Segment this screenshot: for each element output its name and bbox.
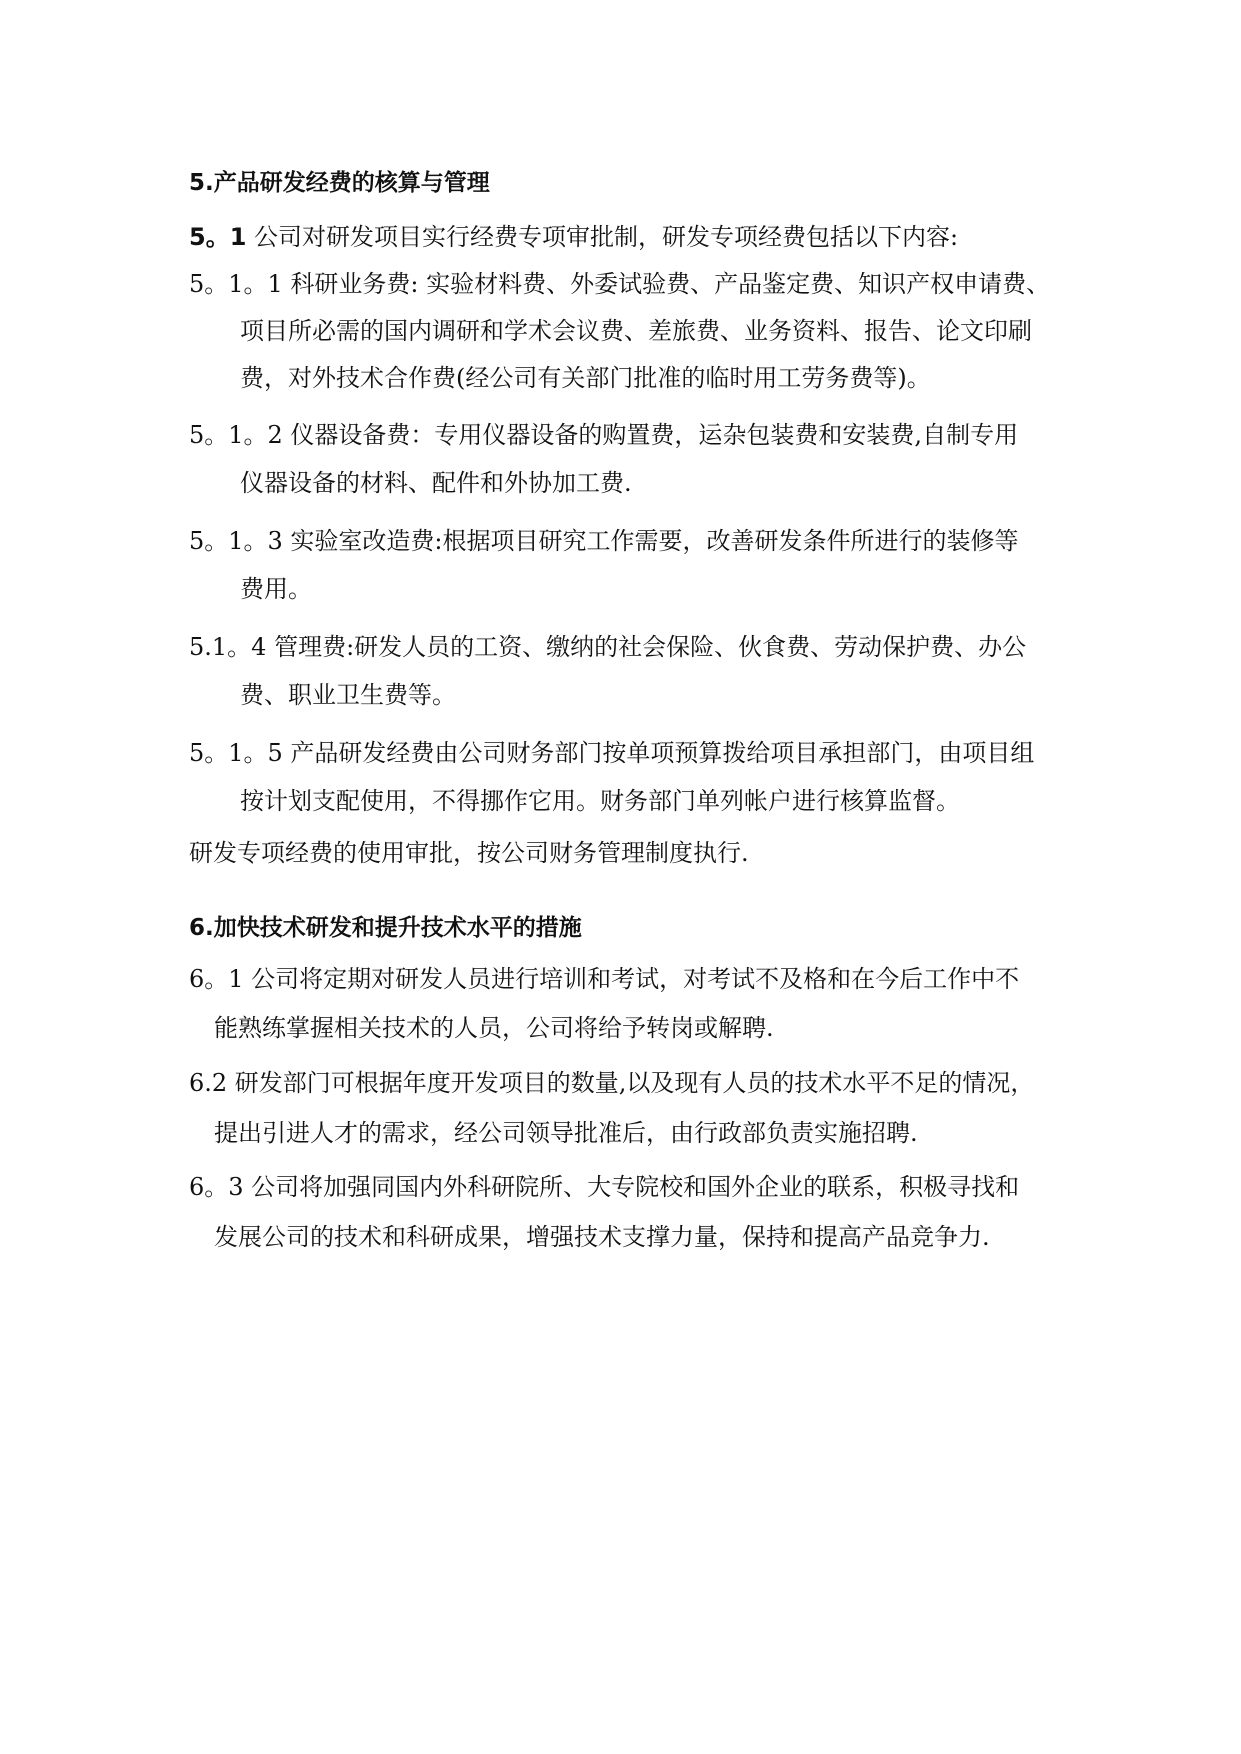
paragraph-5-1 [189, 222, 1069, 252]
paragraph-5-1-3-line-2: 费用。 [240, 575, 312, 603]
closing-paragraph: 研发专项经费的使用审批，按公司财务管理制度执行. [189, 839, 749, 867]
paragraph-6-3-line-1: 6。3 公司将加强同国内外科研院所、大专院校和国外企业的联系，积极寻找和 [189, 1173, 1020, 1201]
paragraph-5-1-1-line-2: 项目所必需的国内调研和学术会议费、差旅费、业务资料、报告、论文印刷 [240, 317, 1032, 345]
section-5-heading: 5.产品研发经费的核算与管理 [189, 170, 490, 196]
paragraph-5-1-2-line-1: 5。1。2 仪器设备费：专用仪器设备的购置费，运杂包装费和安装费,自制专用 [189, 421, 1019, 449]
paragraph-6-2-line-2: 提出引进人才的需求，经公司领导批准后，由行政部负责实施招聘. [214, 1119, 918, 1147]
section-6-heading: 6.加快技术研发和提升技术水平的措施 [189, 915, 582, 941]
paragraph-5-1-text: 公司对研发项目实行经费专项审批制，研发专项经费包括以下内容: [246, 223, 959, 251]
paragraph-5-1-4-line-2: 费、职业卫生费等。 [240, 681, 456, 709]
paragraph-5-1-5-line-2: 按计划支配使用，不得挪作它用。财务部门单列帐户进行核算监督。 [240, 787, 960, 815]
paragraph-5-1-1-line-3: 费，对外技术合作费(经公司有关部门批准的临时用工劳务费等)。 [240, 364, 931, 392]
paragraph-6-1-line-1: 6。1 公司将定期对研发人员进行培训和考试，对考试不及格和在今后工作中不 [189, 965, 1020, 993]
paragraph-5-1-3-line-1: 5。1。3 实验室改造费:根据项目研究工作需要，改善研发条件所进行的装修等 [189, 527, 1019, 555]
paragraph-5-1-number: 5。1 [189, 223, 247, 251]
paragraph-5-1-2-line-2: 仪器设备的材料、配件和外协加工费. [240, 469, 632, 497]
paragraph-6-1-line-2: 能熟练掌握相关技术的人员，公司将给予转岗或解聘. [214, 1014, 774, 1042]
paragraph-5-1-1-line-1: 5。1。1 科研业务费: 实验材料费、外委试验费、产品鉴定费、知识产权申请费、 [189, 270, 1051, 298]
paragraph-6-2-line-1: 6.2 研发部门可根据年度开发项目的数量,以及现有人员的技术水平不足的情况， [189, 1069, 1035, 1097]
paragraph-5-1-4-line-1: 5.1。4 管理费:研发人员的工资、缴纳的社会保险、伙食费、劳动保护费、办公 [189, 633, 1027, 661]
paragraph-5-1-5-line-1: 5。1。5 产品研发经费由公司财务部门按单项预算拨给项目承担部门，由项目组 [189, 739, 1035, 767]
paragraph-6-3-line-2: 发展公司的技术和科研成果，增强技术支撑力量，保持和提高产品竞争力. [214, 1223, 990, 1251]
